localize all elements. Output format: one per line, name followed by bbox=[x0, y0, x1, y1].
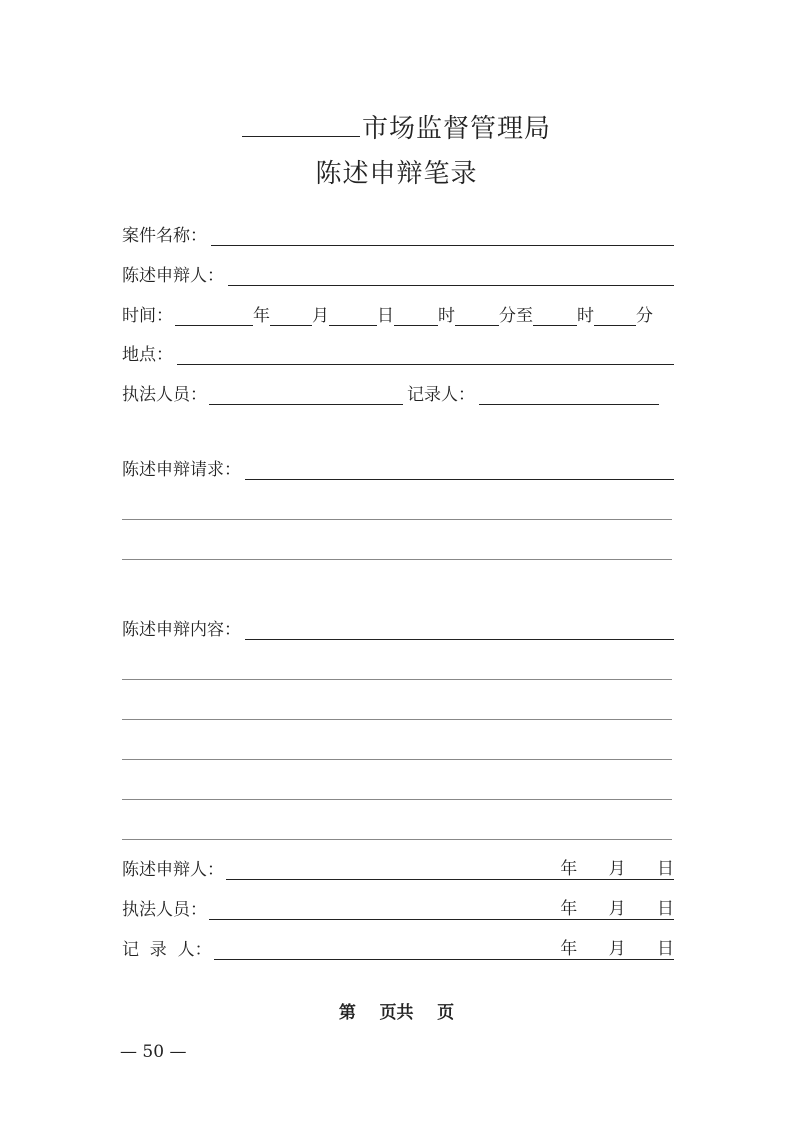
time-unit-month: 月 bbox=[312, 306, 329, 326]
request-label: 陈述申辩请求： bbox=[122, 460, 241, 480]
month-field[interactable] bbox=[270, 307, 312, 326]
content-row bbox=[122, 616, 674, 640]
location-label: 地点： bbox=[122, 345, 173, 365]
time-label: 时间： bbox=[122, 306, 173, 326]
signature-statement-person-field[interactable] bbox=[226, 861, 674, 880]
signature-officers-row bbox=[122, 896, 674, 920]
date-year: 年 bbox=[560, 859, 578, 879]
signature-statement-person-row bbox=[122, 856, 674, 880]
time-unit-hour-start: 时 bbox=[438, 306, 455, 326]
officers-label: 执法人员： bbox=[122, 385, 207, 405]
content-line[interactable] bbox=[122, 799, 672, 800]
hour-end-field[interactable] bbox=[533, 307, 577, 326]
content-line[interactable] bbox=[122, 839, 672, 840]
page-number: — 50 — bbox=[120, 1042, 187, 1062]
time-row bbox=[122, 302, 674, 326]
date-month: 月 bbox=[608, 859, 626, 879]
statement-person-field[interactable] bbox=[228, 267, 674, 286]
agency-suffix: 市场监督管理局 bbox=[361, 114, 551, 144]
signature-officers-label: 执法人员： bbox=[122, 900, 207, 920]
agency-name-blank[interactable] bbox=[242, 114, 360, 137]
signature-recorder-field[interactable] bbox=[214, 941, 674, 960]
signature-recorder-row bbox=[122, 936, 674, 960]
location-field[interactable] bbox=[177, 346, 674, 365]
date-month: 月 bbox=[608, 939, 626, 959]
request-row bbox=[122, 456, 674, 480]
content-line[interactable] bbox=[122, 679, 672, 680]
date-year: 年 bbox=[560, 939, 578, 959]
officers-field[interactable] bbox=[209, 386, 403, 405]
content-field[interactable] bbox=[245, 621, 674, 640]
time-unit-minute-to: 分至 bbox=[499, 306, 533, 326]
page-counter: 第 页共 页 bbox=[338, 1003, 455, 1023]
agency-title bbox=[0, 108, 793, 145]
document-title: 陈述申辩笔录 bbox=[315, 159, 478, 189]
officers-row bbox=[122, 381, 674, 405]
request-field[interactable] bbox=[245, 461, 674, 480]
date-day: 日 bbox=[657, 899, 674, 919]
signature-recorder-label: 记 录 人： bbox=[122, 940, 212, 960]
minute-start-field[interactable] bbox=[455, 307, 499, 326]
hour-start-field[interactable] bbox=[394, 307, 438, 326]
content-label: 陈述申辩内容： bbox=[122, 620, 241, 640]
case-name-field[interactable] bbox=[211, 227, 674, 246]
signature-date bbox=[560, 854, 674, 879]
date-day: 日 bbox=[657, 859, 674, 879]
recorder-field[interactable] bbox=[479, 386, 659, 405]
statement-person-label: 陈述申辩人： bbox=[122, 266, 224, 286]
day-field[interactable] bbox=[329, 307, 377, 326]
request-line[interactable] bbox=[122, 559, 672, 560]
location-row bbox=[122, 341, 674, 365]
statement-person-row bbox=[122, 262, 674, 286]
case-name-row bbox=[122, 222, 674, 246]
case-name-label: 案件名称： bbox=[122, 226, 207, 246]
date-month: 月 bbox=[608, 899, 626, 919]
signature-date bbox=[560, 894, 674, 919]
recorder-label: 记录人： bbox=[407, 385, 475, 405]
year-field[interactable] bbox=[175, 307, 253, 326]
date-day: 日 bbox=[657, 939, 674, 959]
content-line[interactable] bbox=[122, 719, 672, 720]
time-unit-hour-end: 时 bbox=[577, 306, 594, 326]
date-year: 年 bbox=[560, 899, 578, 919]
time-unit-day: 日 bbox=[377, 306, 394, 326]
content-line[interactable] bbox=[122, 759, 672, 760]
signature-officers-field[interactable] bbox=[209, 901, 674, 920]
signature-date bbox=[560, 934, 674, 959]
time-unit-minute-end: 分 bbox=[636, 306, 653, 326]
signature-statement-person-label: 陈述申辩人： bbox=[122, 860, 224, 880]
request-line[interactable] bbox=[122, 519, 672, 520]
minute-end-field[interactable] bbox=[594, 307, 636, 326]
time-unit-year: 年 bbox=[253, 306, 270, 326]
